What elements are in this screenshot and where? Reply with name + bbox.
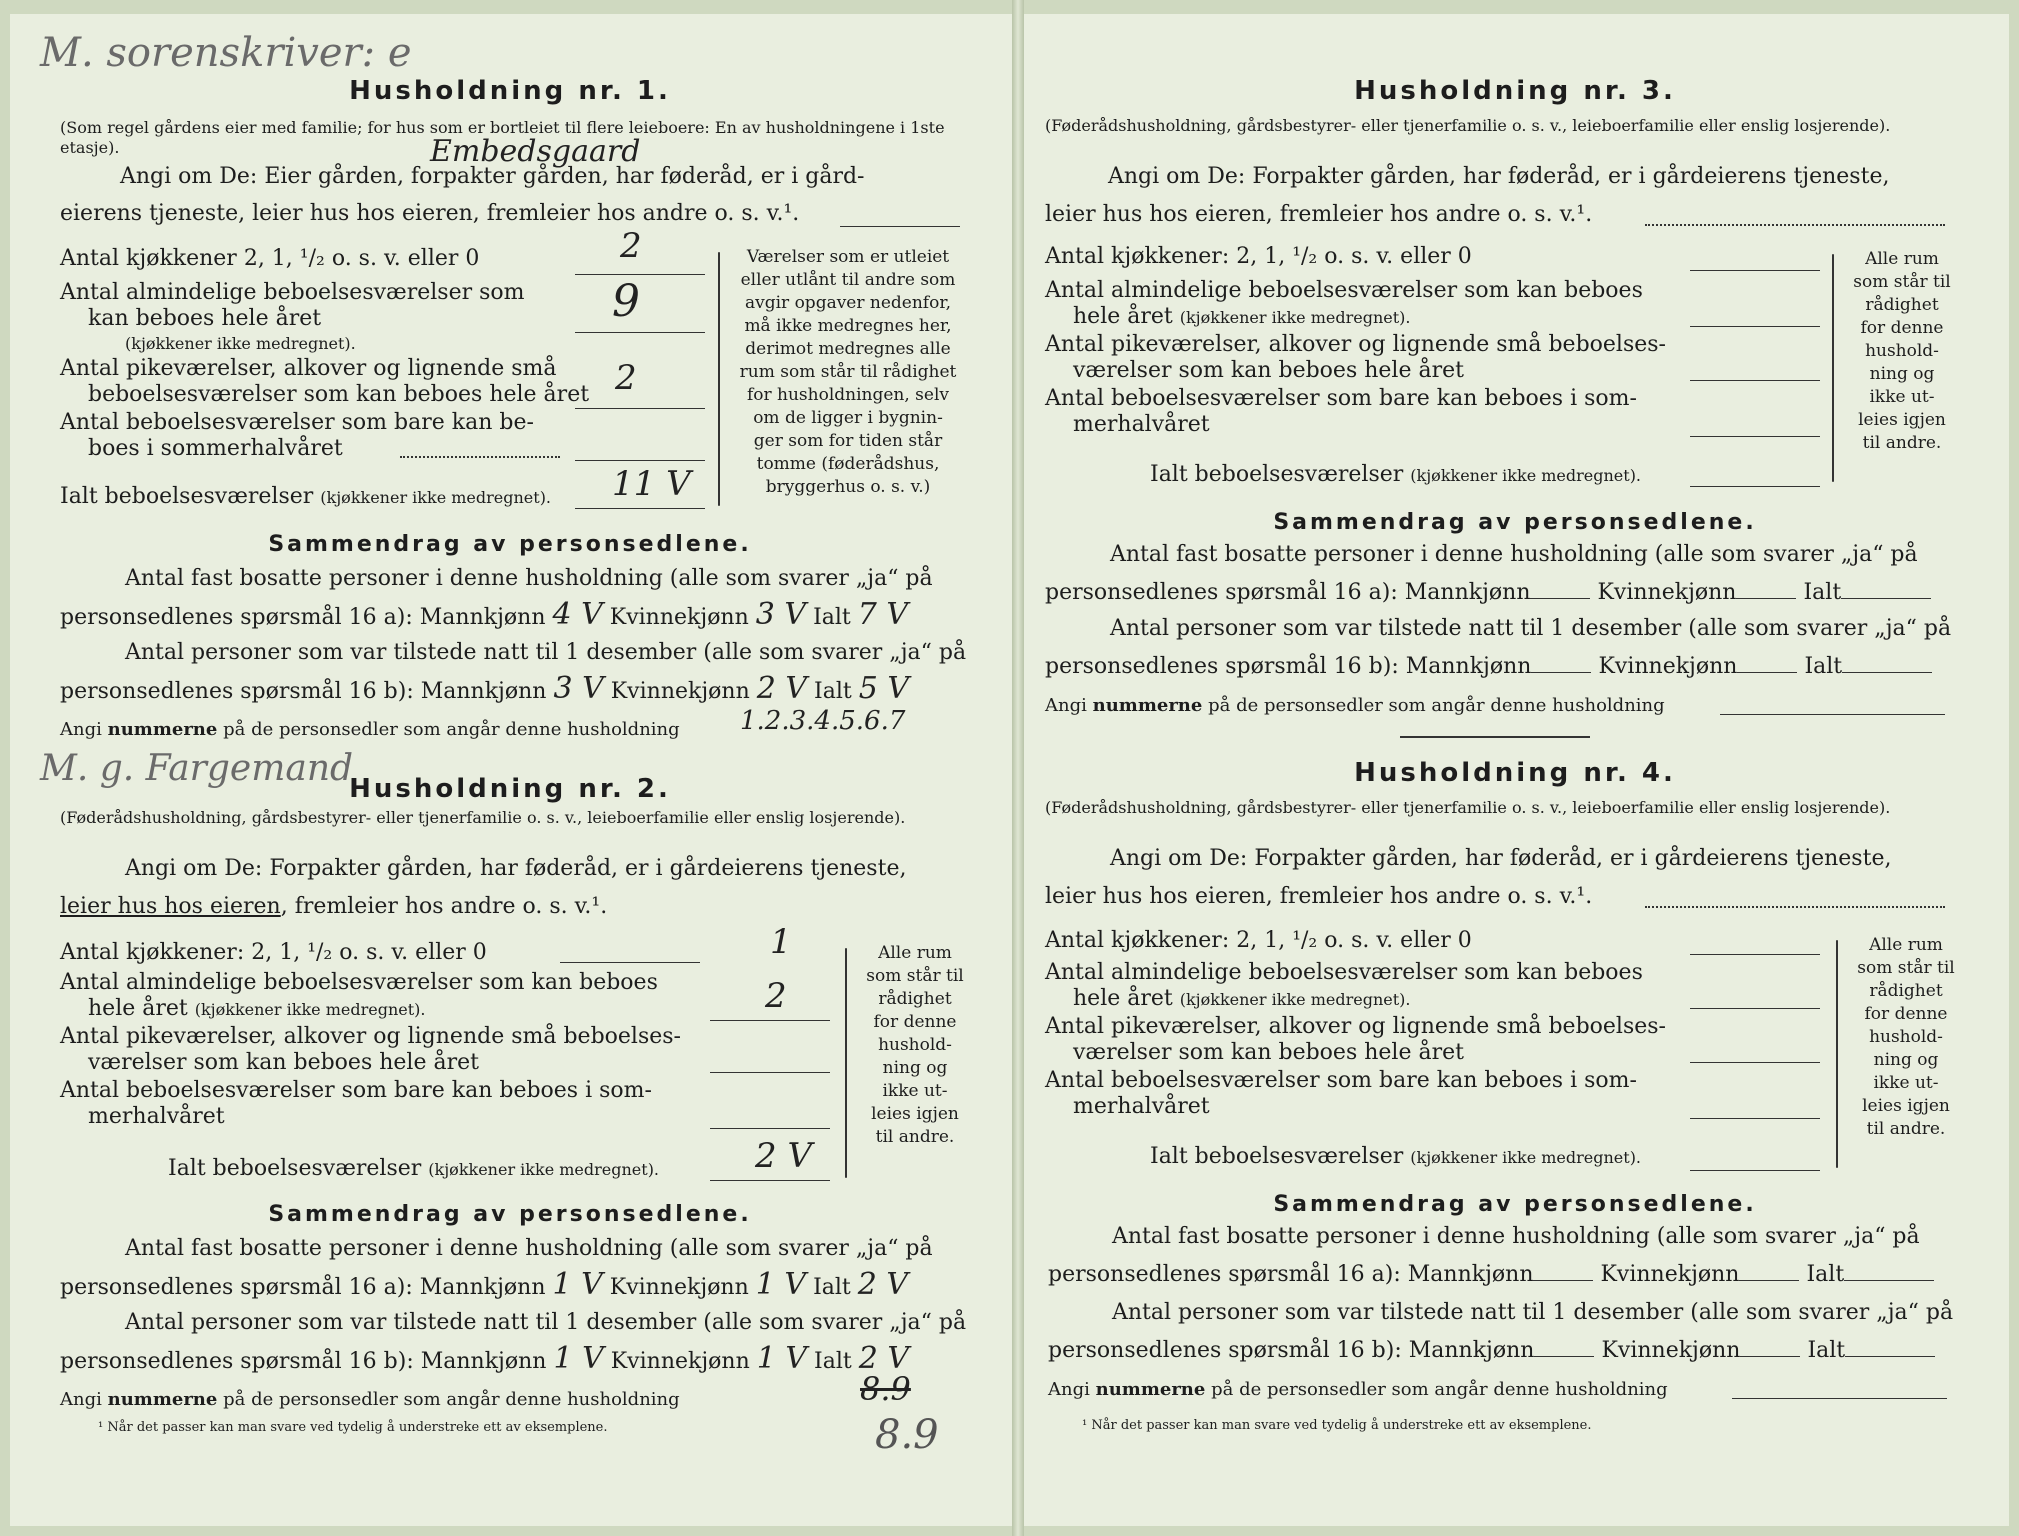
h2-s2-total: 2 V bbox=[858, 1341, 910, 1376]
h3-ialt: Ialt beboelsesværelser bbox=[1150, 462, 1404, 487]
h3-summary-title: Sammendrag av personsedlene. bbox=[1273, 510, 1757, 535]
h2-side-note bbox=[855, 942, 975, 1149]
h3-num-c: på de personsedler som angår denne husholdning bbox=[1208, 695, 1665, 716]
h3-s1-prefix: personsedlenes spørsmål 16 a): Mannkjønn bbox=[1045, 580, 1531, 605]
h2-q-rooms-a: Antal almindelige beboelsesværelser som kan beboes bbox=[60, 970, 658, 995]
h3-q-rooms-a: Antal almindelige beboelsesværelser som kan beboes bbox=[1045, 278, 1643, 303]
h4-s2-women-label: Kvinnekjønn bbox=[1601, 1338, 1741, 1363]
h2-s1-prefix: personsedlenes spørsmål 16 a): Mannkjønn bbox=[60, 1275, 546, 1300]
h1-angi-answer-line bbox=[840, 226, 960, 227]
h2-side-line: Alle rum bbox=[878, 943, 952, 963]
h4-numbers-line-blank bbox=[1732, 1398, 1947, 1399]
h1-angi-line2: eierens tjeneste, leier hus hos eieren, fremleier hos andre o. s. v.¹. bbox=[60, 201, 800, 226]
h4-s1-total-label: Ialt bbox=[1806, 1262, 1845, 1287]
h3-num-b: nummerne bbox=[1092, 695, 1203, 716]
h3-side-line: Alle rum bbox=[1865, 249, 1939, 269]
h2-note: (Føderådshusholdning, gårdsbestyrer- eller tjenerfamilie o. s. v., leieboerfamilie eller enslig losjerende). bbox=[60, 808, 906, 827]
h2-s2-prefix: personsedlenes spørsmål 16 b): Mannkjønn bbox=[60, 1349, 547, 1374]
h2-s2-women: 1 V bbox=[756, 1341, 808, 1376]
h4-q-small-b: værelser som kan beboes hele året bbox=[1073, 1040, 1464, 1065]
h4-side-line: rådighet bbox=[1869, 981, 1943, 1001]
h3-s1-women-label: Kvinnekjønn bbox=[1597, 580, 1737, 605]
h3-angi-line1: Angi om De: Forpakter gården, har føderåd, er i gårdeierens tjeneste, bbox=[1108, 164, 1890, 189]
h1-side-line: rum som står til rådighet bbox=[739, 362, 957, 382]
h3-numbers-line bbox=[1045, 696, 1665, 716]
h3-ialt-line bbox=[1690, 486, 1820, 487]
h2-ialt-line bbox=[710, 1180, 830, 1181]
h3-title: Husholdning nr. 3. bbox=[1354, 76, 1676, 106]
h1-q-kitchens: Antal kjøkkener 2, 1, ¹/₂ o. s. v. eller 0 bbox=[60, 246, 480, 271]
h4-a-rooms-line bbox=[1690, 1008, 1820, 1009]
h1-num-c: på de personsedler som angår denne husholdning bbox=[223, 719, 680, 740]
h4-q-summer-b: merhalvåret bbox=[1073, 1094, 1210, 1119]
h3-num-a: Angi bbox=[1045, 695, 1087, 716]
h1-numbers-value: 1.2.3.4.5.6.7 bbox=[740, 706, 906, 736]
h3-a-small-line bbox=[1690, 380, 1820, 381]
h4-q-kitchens: Antal kjøkkener: 2, 1, ¹/₂ o. s. v. eller 0 bbox=[1045, 928, 1472, 953]
h1-s1-women: 3 V bbox=[755, 597, 807, 632]
h4-summary-title: Sammendrag av personsedlene. bbox=[1273, 1192, 1757, 1217]
h2-numbers-value-2: 8.9 bbox=[875, 1412, 939, 1458]
h1-summary-title: Sammendrag av personsedlene. bbox=[268, 532, 752, 557]
h1-num-b: nummerne bbox=[107, 719, 218, 740]
h2-s1-women-label: Kvinnekjønn bbox=[609, 1275, 749, 1300]
h2-a-rooms: 2 bbox=[765, 976, 787, 1016]
h2-s2-line2 bbox=[60, 1342, 909, 1379]
h1-side-line: avgir opgaver nedenfor, bbox=[744, 293, 951, 313]
h2-side-line: hushold- bbox=[878, 1035, 952, 1055]
h4-q-rooms-b bbox=[1073, 986, 1410, 1013]
h1-s1-total-label: Ialt bbox=[813, 605, 851, 630]
h4-q-summer-a: Antal beboelsesværelser som bare kan beboes i som- bbox=[1045, 1068, 1637, 1093]
h1-summer-line bbox=[575, 460, 705, 461]
h4-num-b: nummerne bbox=[1095, 1379, 1206, 1400]
footnote-right: ¹ Når det passer kan man svare ved tydelig å understreke ett av eksemplene. bbox=[1082, 1418, 1592, 1433]
h1-ialt-value: 11 V bbox=[612, 464, 691, 504]
h3-summer-line bbox=[1690, 436, 1820, 437]
h2-side-line: leies igjen bbox=[871, 1104, 959, 1124]
h3-q-small-a: Antal pikeværelser, alkover og lignende små beboelses- bbox=[1045, 332, 1666, 357]
h1-s1-line1: Antal fast bosatte personer i denne husholdning (alle som svarer „ja“ på bbox=[125, 566, 933, 591]
h2-q-rooms-b bbox=[88, 996, 425, 1023]
h2-s1-line2 bbox=[60, 1268, 908, 1305]
h4-s1-line1: Antal fast bosatte personer i denne husholdning (alle som svarer „ja“ på bbox=[1112, 1224, 1920, 1249]
h1-title: Husholdning nr. 1. bbox=[349, 76, 671, 106]
h1-side-note bbox=[728, 246, 968, 499]
h3-side-line: til andre. bbox=[1862, 433, 1942, 453]
h4-summer-line bbox=[1690, 1118, 1820, 1119]
handwritten-annotation-top: M. sorenskriver: e bbox=[40, 30, 412, 76]
h3-q-small-b: værelser som kan beboes hele året bbox=[1073, 358, 1464, 383]
separator-rule bbox=[1400, 736, 1590, 738]
h2-s2-line1: Antal personer som var tilstede natt til 1 desember (alle som svarer „ja“ på bbox=[125, 1310, 967, 1335]
h1-q-small-a: Antal pikeværelser, alkover og lignende små bbox=[60, 356, 557, 381]
h3-side-line: ning og bbox=[1869, 364, 1935, 384]
h2-angi-line1: Angi om De: Forpakter gården, har føderåd, er i gårdeierens tjeneste, bbox=[125, 856, 907, 881]
h2-s1-total: 2 V bbox=[857, 1267, 909, 1302]
h3-note: (Føderådshusholdning, gårdsbestyrer- eller tjenerfamilie o. s. v., leieboerfamilie eller enslig losjerende). bbox=[1045, 116, 1891, 135]
h3-a-kitchens-line bbox=[1690, 270, 1820, 271]
h4-side-line: leies igjen bbox=[1862, 1096, 1950, 1116]
h1-s2-women: 2 V bbox=[756, 671, 808, 706]
h4-num-c: på de personsedler som angår denne husholdning bbox=[1211, 1379, 1668, 1400]
h1-a-small: 2 bbox=[615, 358, 637, 398]
h1-s2-total: 5 V bbox=[858, 671, 910, 706]
h4-ialt: Ialt beboelsesværelser bbox=[1150, 1144, 1404, 1169]
h3-a-rooms-line bbox=[1690, 326, 1820, 327]
h2-q-rooms-b-text: hele året bbox=[88, 996, 188, 1021]
h2-ialt-label bbox=[168, 1156, 659, 1183]
h3-angi-dots bbox=[1645, 224, 1945, 226]
h2-q-kitchens: Antal kjøkkener: 2, 1, ¹/₂ o. s. v. eller 0 bbox=[60, 940, 487, 965]
h2-side-brace bbox=[845, 948, 847, 1178]
h1-s2-total-label: Ialt bbox=[814, 679, 852, 704]
h3-ialt-label bbox=[1150, 462, 1641, 489]
h1-s1-total: 7 V bbox=[857, 597, 909, 632]
h2-a-small-line bbox=[710, 1072, 830, 1073]
h3-side-line: som står til bbox=[1853, 272, 1951, 292]
h2-a-kitchens: 1 bbox=[770, 922, 792, 962]
h1-q-rooms-c: (kjøkkener ikke medregnet). bbox=[125, 334, 356, 353]
h3-q-kitchens: Antal kjøkkener: 2, 1, ¹/₂ o. s. v. eller 0 bbox=[1045, 244, 1472, 269]
h4-side-note bbox=[1846, 934, 1966, 1141]
h1-numbers-line bbox=[60, 720, 680, 740]
h1-side-line: ger som for tiden står bbox=[753, 431, 943, 451]
h4-a-small-line bbox=[1690, 1062, 1820, 1063]
h3-s2-total-label: Ialt bbox=[1804, 654, 1843, 679]
h2-angi-line2 bbox=[60, 890, 607, 924]
h4-numbers-line bbox=[1048, 1380, 1668, 1400]
h3-s2-line1: Antal personer som var tilstede natt til 1 desember (alle som svarer „ja“ på bbox=[1110, 616, 1952, 641]
h1-summer-dots bbox=[400, 456, 560, 458]
h3-q-summer-a: Antal beboelsesværelser som bare kan beboes i som- bbox=[1045, 386, 1637, 411]
h3-q-rooms-b-text: hele året bbox=[1073, 304, 1173, 329]
h2-num-a: Angi bbox=[60, 1389, 102, 1410]
h1-s1-men: 4 V bbox=[552, 597, 603, 632]
h1-side-line: eller utlånt til andre som bbox=[740, 270, 956, 290]
h1-side-line: for husholdningen, selv bbox=[746, 385, 950, 405]
h3-q-rooms-b bbox=[1073, 304, 1410, 331]
h4-title: Husholdning nr. 4. bbox=[1354, 758, 1676, 788]
h3-numbers-line-blank bbox=[1720, 714, 1945, 715]
h1-q-rooms-b: kan beboes hele året bbox=[88, 306, 322, 331]
h4-s1-women-label: Kvinnekjønn bbox=[1600, 1262, 1740, 1287]
h1-s2-men: 3 V bbox=[553, 671, 604, 706]
h4-s2-total-label: Ialt bbox=[1807, 1338, 1846, 1363]
h1-s2-line1: Antal personer som var tilstede natt til 1 desember (alle som svarer „ja“ på bbox=[125, 640, 967, 665]
h1-side-line: må ikke medregnes her, bbox=[744, 316, 952, 336]
h1-side-line: tomme (føderådshus, bbox=[756, 454, 940, 474]
h1-angi-line1: Angi om De: Eier gården, forpakter gården, har føderåd, er i gård- bbox=[120, 164, 865, 189]
h1-q-summer-a: Antal beboelsesværelser som bare kan be- bbox=[60, 410, 534, 435]
h3-s1-line2 bbox=[1045, 576, 1931, 610]
h4-q-rooms-b-text: hele året bbox=[1073, 986, 1173, 1011]
h4-num-a: Angi bbox=[1048, 1379, 1090, 1400]
h4-q-rooms-a: Antal almindelige beboelsesværelser som kan beboes bbox=[1045, 960, 1643, 985]
h4-s2-line1: Antal personer som var tilstede natt til 1 desember (alle som svarer „ja“ på bbox=[1112, 1300, 1954, 1325]
h3-angi-line2: leier hus hos eieren, fremleier hos andre o. s. v.¹. bbox=[1045, 202, 1593, 227]
h4-angi-line2: leier hus hos eieren, fremleier hos andre o. s. v.¹. bbox=[1045, 884, 1593, 909]
h1-a-rooms: 9 bbox=[612, 276, 640, 327]
h4-angi-dots bbox=[1645, 906, 1945, 908]
h3-s1-line1: Antal fast bosatte personer i denne husholdning (alle som svarer „ja“ på bbox=[1110, 542, 1918, 567]
h2-a-rooms-line bbox=[710, 1020, 830, 1021]
h1-num-a: Angi bbox=[60, 719, 102, 740]
h1-side-line: derimot medregnes alle bbox=[745, 339, 951, 359]
h1-a-kitchens: 2 bbox=[620, 226, 642, 266]
h1-angi-answer: Embedsgaard bbox=[430, 134, 641, 169]
h3-s2-women-label: Kvinnekjønn bbox=[1598, 654, 1738, 679]
h1-a-small-line bbox=[575, 408, 705, 409]
h2-s1-men: 1 V bbox=[552, 1267, 603, 1302]
h4-side-line: som står til bbox=[1857, 958, 1955, 978]
h2-ialt-value: 2 V bbox=[755, 1136, 812, 1176]
h4-ialt-line bbox=[1690, 1170, 1820, 1171]
h2-title: Husholdning nr. 2. bbox=[349, 774, 671, 804]
h1-side-line: bryggerhus o. s. v.) bbox=[765, 477, 931, 497]
h2-s2-total-label: Ialt bbox=[814, 1349, 852, 1374]
h1-side-line: Værelser som er utleiet bbox=[746, 247, 950, 267]
h2-side-line: ning og bbox=[882, 1058, 948, 1078]
h3-side-line: for denne bbox=[1860, 318, 1944, 338]
h2-side-line: rådighet bbox=[878, 989, 952, 1009]
h4-a-kitchens-line bbox=[1690, 954, 1820, 955]
h4-q-rooms-c: (kjøkkener ikke medregnet). bbox=[1179, 990, 1411, 1009]
h4-ialt-small: (kjøkkener ikke medregnet). bbox=[1410, 1148, 1642, 1167]
h4-s2-prefix: personsedlenes spørsmål 16 b): Mannkjønn bbox=[1048, 1338, 1535, 1363]
h1-note: (Som regel gårdens eier med familie; for hus som er bortleiet til flere leieboere: En av husholdningene i 1ste etasje). bbox=[60, 118, 945, 157]
h2-s1-line1: Antal fast bosatte personer i denne husholdning (alle som svarer „ja“ på bbox=[125, 1236, 933, 1261]
h1-ialt-label bbox=[60, 484, 551, 511]
h4-note: (Føderådshusholdning, gårdsbestyrer- eller tjenerfamilie o. s. v., leieboerfamilie eller enslig losjerende). bbox=[1045, 798, 1891, 817]
h1-s2-women-label: Kvinnekjønn bbox=[610, 679, 750, 704]
h1-ialt-line bbox=[575, 508, 705, 509]
h4-ialt-label bbox=[1150, 1144, 1641, 1171]
h1-q-small-b: beboelsesværelser som kan beboes hele året bbox=[88, 382, 590, 407]
h2-q-summer-b: merhalvåret bbox=[88, 1104, 225, 1129]
h3-side-brace bbox=[1832, 254, 1834, 482]
h4-side-line: hushold- bbox=[1869, 1027, 1943, 1047]
h2-side-line: som står til bbox=[866, 966, 964, 986]
h3-s1-total-label: Ialt bbox=[1803, 580, 1842, 605]
h2-s2-women-label: Kvinnekjønn bbox=[610, 1349, 750, 1374]
h3-side-line: ikke ut- bbox=[1869, 387, 1935, 407]
h3-q-summer-b: merhalvåret bbox=[1073, 412, 1210, 437]
h3-side-line: leies igjen bbox=[1858, 410, 1946, 430]
h1-s2-prefix: personsedlenes spørsmål 16 b): Mannkjønn bbox=[60, 679, 547, 704]
h2-num-b: nummerne bbox=[107, 1389, 218, 1410]
h4-side-line: ning og bbox=[1873, 1050, 1939, 1070]
h1-s1-women-label: Kvinnekjønn bbox=[609, 605, 749, 630]
h4-s1-prefix: personsedlenes spørsmål 16 a): Mannkjønn bbox=[1048, 1262, 1534, 1287]
h1-side-brace bbox=[718, 252, 720, 506]
h1-a-rooms-line bbox=[575, 332, 705, 333]
h1-ialt-small: (kjøkkener ikke medregnet). bbox=[320, 488, 552, 507]
h4-side-brace bbox=[1836, 940, 1838, 1168]
h2-s1-women: 1 V bbox=[755, 1267, 807, 1302]
h2-side-line: for denne bbox=[873, 1012, 957, 1032]
h2-s1-total-label: Ialt bbox=[813, 1275, 851, 1300]
h2-numbers-value: 8.9 bbox=[860, 1370, 911, 1408]
h4-s1-line2 bbox=[1048, 1258, 1934, 1292]
h2-side-line: til andre. bbox=[875, 1127, 955, 1147]
h2-a-kitchens-line bbox=[560, 962, 700, 963]
h3-s2-prefix: personsedlenes spørsmål 16 b): Mannkjønn bbox=[1045, 654, 1532, 679]
h1-ialt: Ialt beboelsesværelser bbox=[60, 484, 314, 509]
h1-q-rooms-a: Antal almindelige beboelsesværelser som bbox=[60, 280, 525, 305]
h1-side-line: om de ligger i bygnin- bbox=[753, 408, 943, 428]
h3-s2-line2 bbox=[1045, 650, 1932, 684]
h4-side-line: Alle rum bbox=[1869, 935, 1943, 955]
h3-side-line: rådighet bbox=[1865, 295, 1939, 315]
h4-side-line: ikke ut- bbox=[1873, 1073, 1939, 1093]
h1-q-summer-b: boes i sommerhalvåret bbox=[88, 436, 343, 461]
h2-ialt: Ialt beboelsesværelser bbox=[168, 1156, 422, 1181]
h2-angi-underlined: leier hus hos eieren bbox=[60, 894, 281, 919]
h2-q-small-b: værelser som kan beboes hele året bbox=[88, 1050, 479, 1075]
footnote-left: ¹ Når det passer kan man svare ved tydelig å understreke ett av eksemplene. bbox=[98, 1420, 608, 1435]
h3-side-line: hushold- bbox=[1865, 341, 1939, 361]
h2-side-line: ikke ut- bbox=[882, 1081, 948, 1101]
h2-numbers-line bbox=[60, 1390, 680, 1410]
h4-side-line: til andre. bbox=[1866, 1119, 1946, 1139]
h4-q-small-a: Antal pikeværelser, alkover og lignende små beboelses- bbox=[1045, 1014, 1666, 1039]
h2-ialt-small: (kjøkkener ikke medregnet). bbox=[428, 1160, 660, 1179]
h2-summer-line bbox=[710, 1128, 830, 1129]
h1-s1-prefix: personsedlenes spørsmål 16 a): Mannkjønn bbox=[60, 605, 546, 630]
handwritten-annotation-mid: M. g. Fargemand bbox=[40, 748, 354, 789]
h2-q-small-a: Antal pikeværelser, alkover og lignende små beboelses- bbox=[60, 1024, 681, 1049]
h4-side-line: for denne bbox=[1864, 1004, 1948, 1024]
h2-q-summer-a: Antal beboelsesværelser som bare kan beboes i som- bbox=[60, 1078, 652, 1103]
h3-side-note bbox=[1842, 248, 1962, 455]
h1-s1-line2 bbox=[60, 598, 908, 635]
h4-angi-line1: Angi om De: Forpakter gården, har føderåd, er i gårdeierens tjeneste, bbox=[1110, 846, 1892, 871]
h1-s2-line2 bbox=[60, 672, 909, 709]
h3-ialt-small: (kjøkkener ikke medregnet). bbox=[1410, 466, 1642, 485]
h2-s2-men: 1 V bbox=[553, 1341, 604, 1376]
page-fold bbox=[1012, 0, 1024, 1536]
h3-q-rooms-c: (kjøkkener ikke medregnet). bbox=[1179, 308, 1411, 327]
h2-num-c: på de personsedler som angår denne husholdning bbox=[223, 1389, 680, 1410]
h2-q-rooms-c: (kjøkkener ikke medregnet). bbox=[194, 1000, 426, 1019]
h1-a-kitchens-line bbox=[575, 274, 705, 275]
h2-angi-rest: , fremleier hos andre o. s. v.¹. bbox=[280, 894, 608, 919]
h2-summary-title: Sammendrag av personsedlene. bbox=[268, 1202, 752, 1227]
h4-s2-line2 bbox=[1048, 1334, 1935, 1368]
